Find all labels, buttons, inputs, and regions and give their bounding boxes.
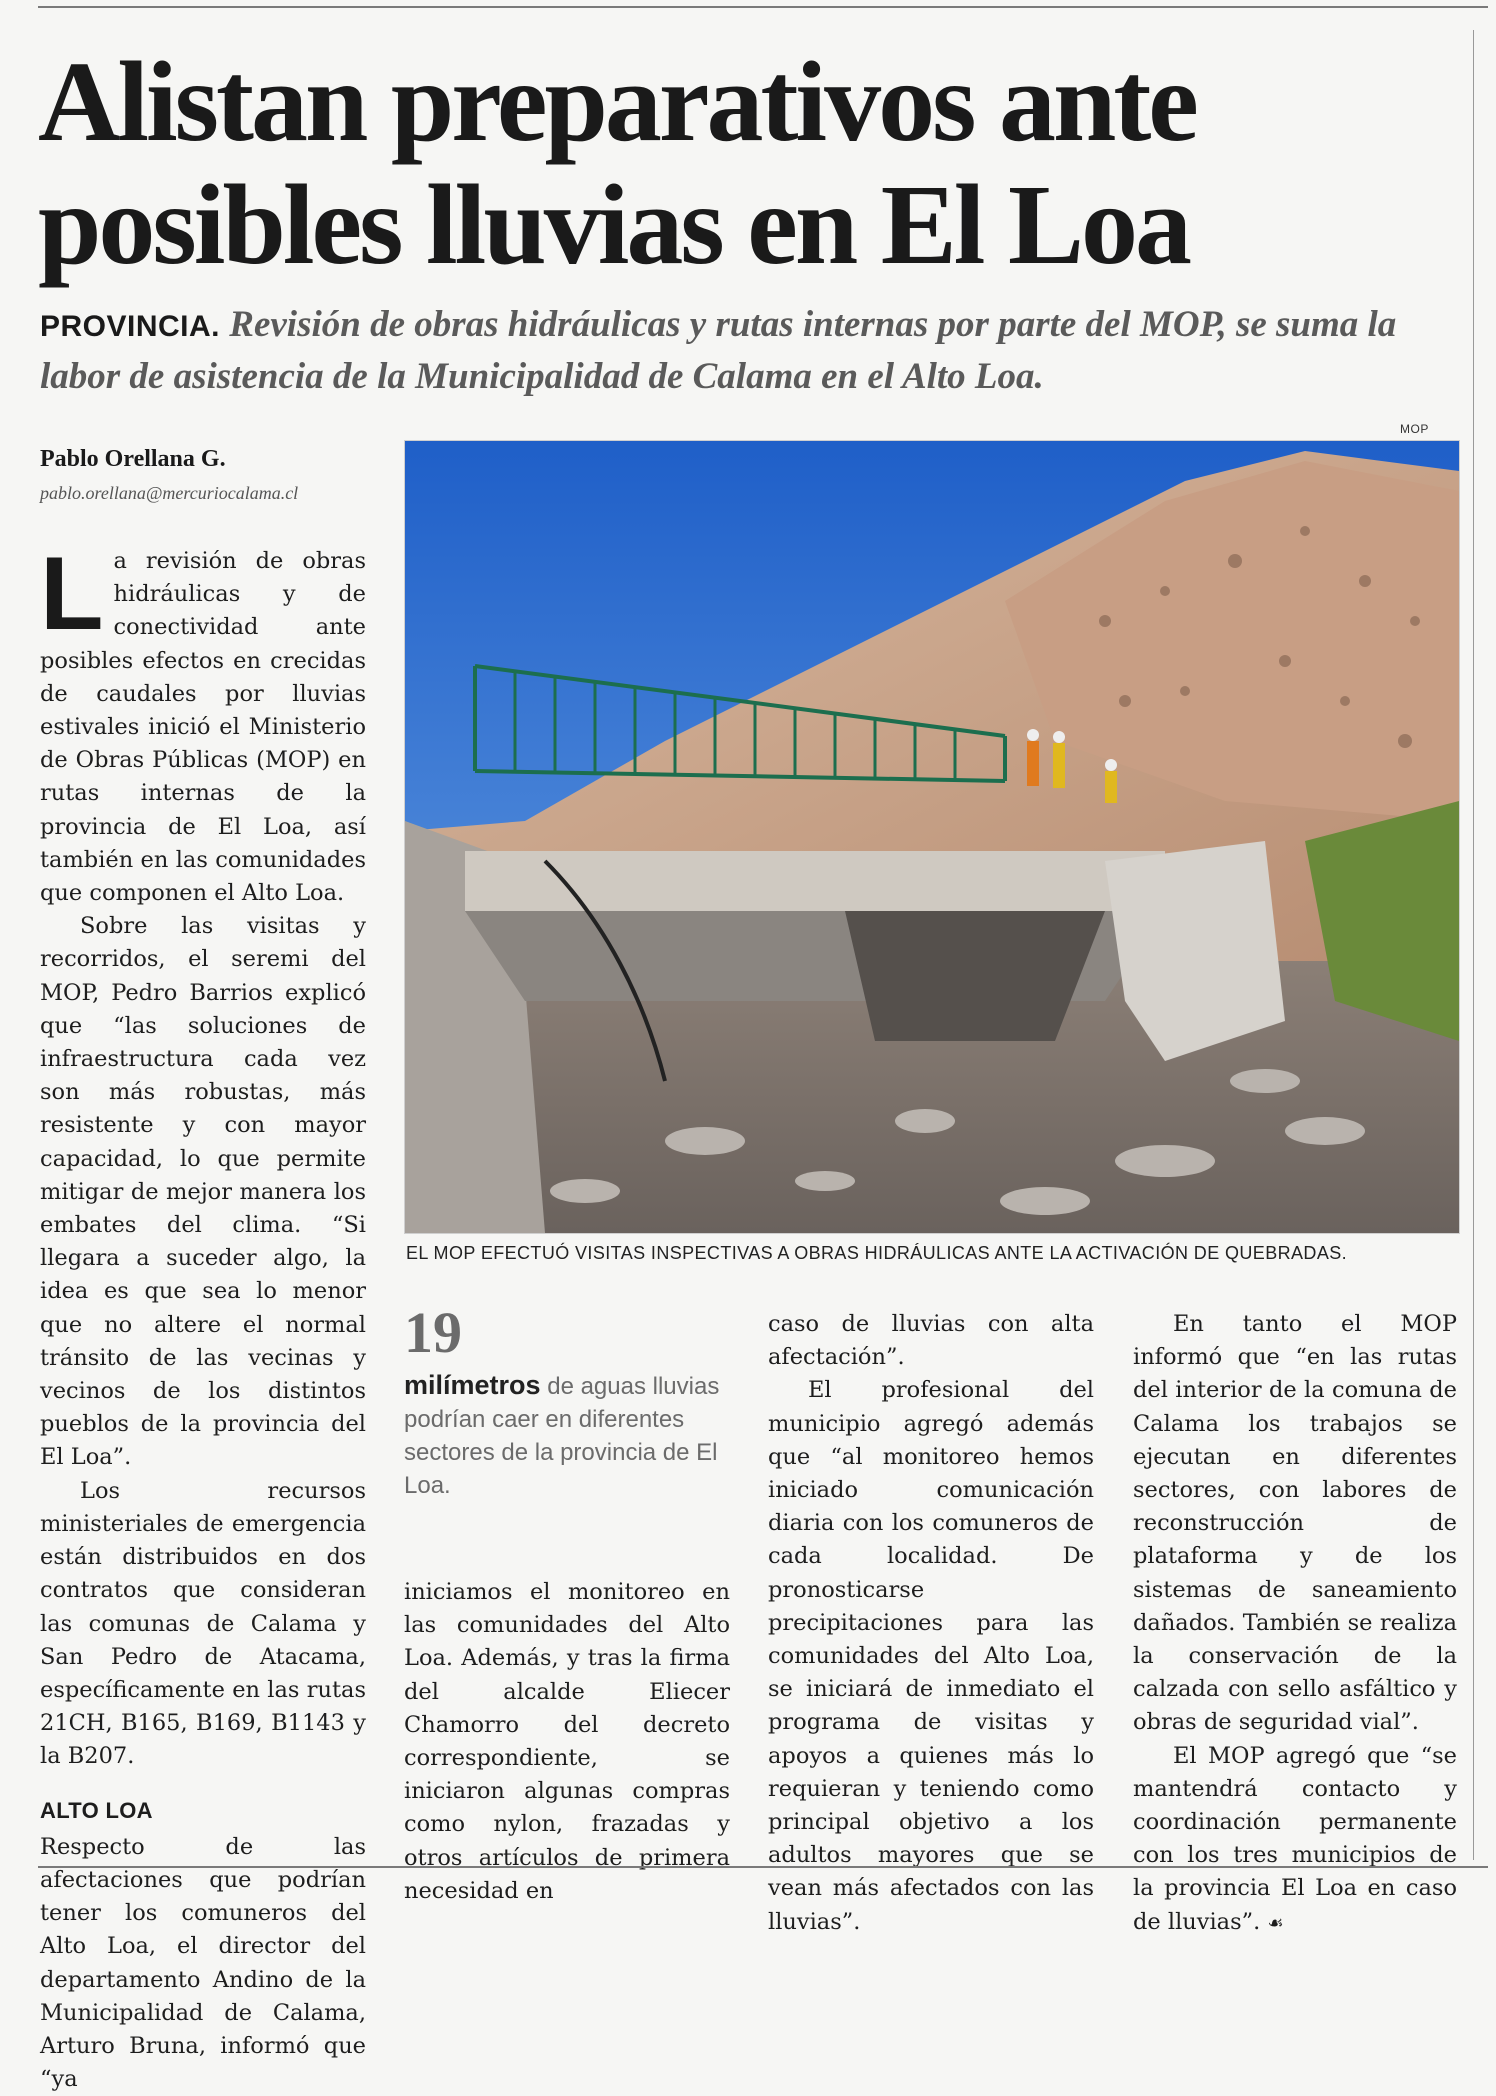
headline bbox=[38, 40, 1458, 286]
photo-credit: MOP bbox=[1400, 422, 1429, 436]
deck-text: Revisión de obras hidráulicas y rutas internas por parte del MOP, se suma la labor de asistencia de la Municipalidad de Calama en el Alto Loa. bbox=[40, 304, 1397, 397]
drop-cap: L bbox=[40, 536, 104, 652]
headline-line-1: Alistan preparativos ante bbox=[38, 38, 1196, 165]
bottom-rule bbox=[38, 1866, 1488, 1868]
paragraph: El profesional del municipio agregó además que “al monitoreo hemos iniciado comunicación diaria con los comuneros de cada localidad. De pronosticarse precipitaciones para las comunidades del Alto Loa, se iniciará de inmediato el programa de visitas y apoyos a quienes más lo requieran y teniendo como principal objetivo a los adultos mayores que se vean más afectados con las lluvias”. bbox=[768, 1377, 1094, 1935]
headline-line-2: posibles lluvias en El Loa bbox=[38, 161, 1190, 288]
top-rule bbox=[38, 6, 1488, 8]
byline bbox=[40, 446, 368, 504]
stat-description: de aguas lluvias podrían caer en diferentes sectores de la provincia de El Loa. bbox=[404, 1373, 720, 1499]
stat-text bbox=[404, 1369, 734, 1502]
column-2 bbox=[404, 1576, 730, 1908]
paragraph: caso de lluvias con alta afectación”. bbox=[768, 1311, 1094, 1371]
column-rule bbox=[1473, 30, 1474, 1860]
paragraph: Los recursos ministeriales de emergencia están distribuidos en dos contratos que consideran las comunas de Calama y San Pedro de Atacama, específicamente en las rutas 21CH, B165, B169, B1143 y la B207. bbox=[40, 1477, 366, 1770]
end-mark-icon: ☙ bbox=[1267, 1912, 1284, 1934]
kicker: PROVINCIA. bbox=[40, 310, 221, 343]
photo-caption: EL MOP EFECTUÓ VISITAS INSPECTIVAS A OBRAS HIDRÁULICAS ANTE LA ACTIVACIÓN DE QUEBRADAS. bbox=[406, 1243, 1348, 1263]
paragraph: a revisión de obras hidráulicas y de conectividad ante posibles efectos en crecidas de caudales por lluvias estivales inició el Ministerio de Obras Públicas (MOP) en rutas internas de la provincia de El Loa, así también en las comunidades que componen el Alto Loa. bbox=[40, 548, 366, 907]
stat-unit: milímetros bbox=[404, 1370, 541, 1400]
paragraph: iniciamos el monitoreo en las comunidades del Alto Loa. Además, y tras la firma del alcalde Eliecer Chamorro del decreto correspondiente, se iniciaron algunas compras como nylon, frazadas y otros artículos de primera necesidad en bbox=[404, 1579, 730, 1904]
paragraph: Sobre las visitas y recorridos, el seremi del MOP, Pedro Barrios explicó que “las soluciones de infraestructura cada vez son más robustas, más resistente y con mayor capacidad, lo que permite mitigar de mejor manera los embates del clima. “Si llegara a suceder algo, la idea es que sea lo menor que no altere el normal tránsito de las vecinas y vecinos de los distintos pueblos de la provincia del El Loa”. bbox=[40, 913, 366, 1471]
author-name: Pablo Orellana G. bbox=[40, 446, 226, 472]
stat-number: 19 bbox=[404, 1300, 462, 1365]
bridge-photo bbox=[404, 440, 1460, 1234]
deck bbox=[40, 300, 1460, 402]
bridge-photo-illustration bbox=[405, 441, 1459, 1233]
stat-box bbox=[404, 1300, 734, 1502]
column-3 bbox=[768, 1308, 1094, 1939]
paragraph bbox=[1133, 1740, 1457, 1940]
paragraph: Respecto de las afectaciones que podrían tener los comuneros del Alto Loa, el director del departamento Andino de la Municipalidad de Calama, Arturo Bruna, informó que “ya bbox=[40, 1833, 366, 2093]
paragraph-text: El MOP agregó que “se mantendrá contacto y coordinación permanente con los tres municipios de la provincia El Loa en caso de lluvias”. bbox=[1133, 1742, 1457, 1935]
author-email[interactable]: pablo.orellana@mercuriocalama.cl bbox=[40, 483, 299, 503]
paragraph: En tanto el MOP informó que “en las rutas del interior de la comuna de Calama los trabajos se ejecutan en diferentes sectores, con labores de reconstrucción de plataforma y de los sistemas de saneamiento dañados. También se realiza la conservación de la calzada con sello asfáltico y obras de seguridad vial”. bbox=[1133, 1311, 1457, 1736]
column-4 bbox=[1133, 1308, 1457, 1940]
subhead: ALTO LOA bbox=[40, 1797, 153, 1823]
column-1 bbox=[40, 536, 366, 2096]
